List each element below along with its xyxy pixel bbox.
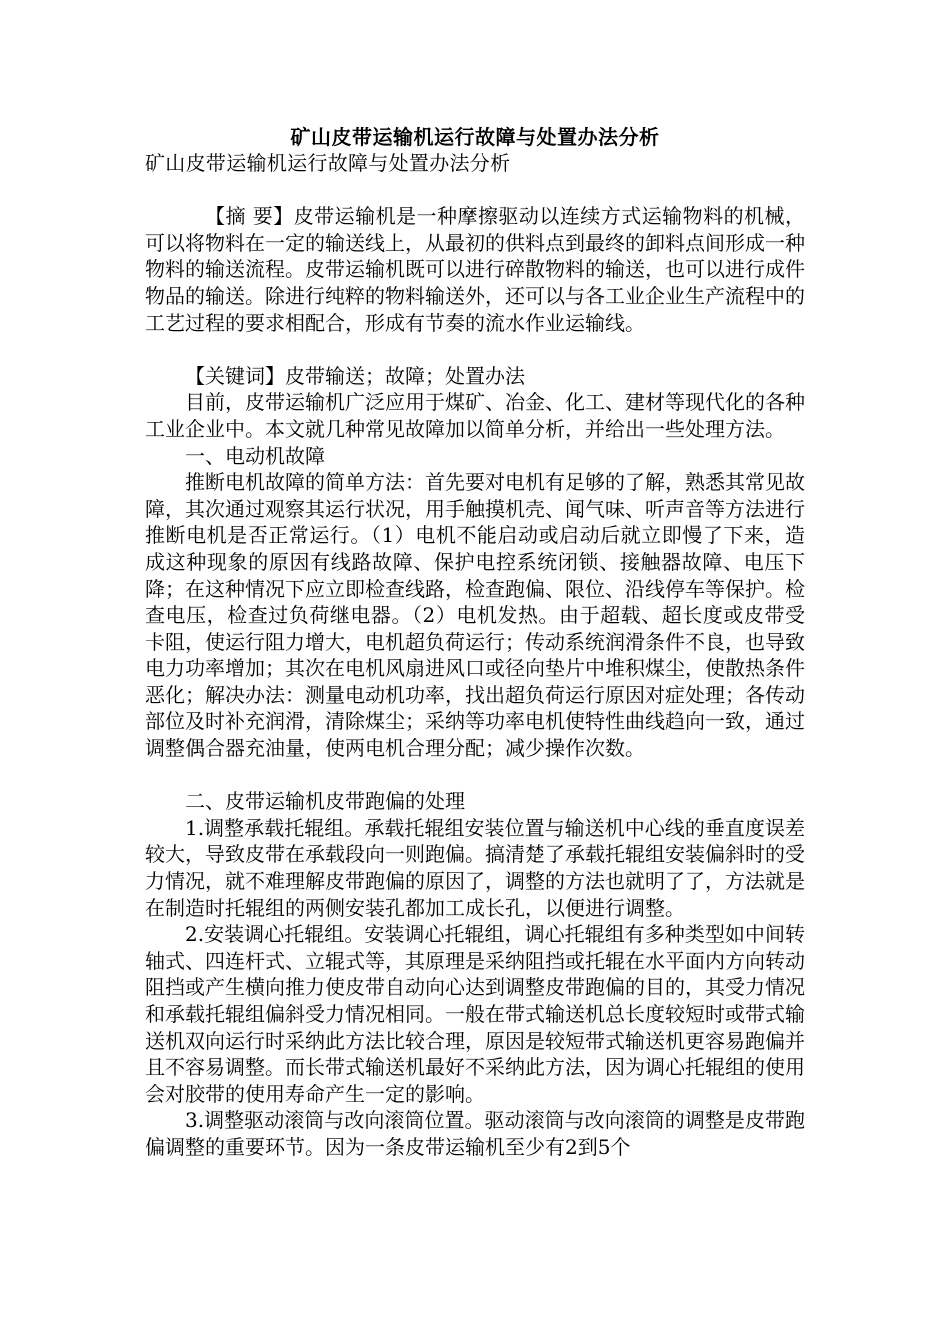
section2-item-1: 1.调整承载托辊组。承载托辊组安装位置与输送机中心线的垂直度误差较大，导致皮带在承载段向一则跑偏。搞清楚了承载托辊组安装偏斜时的受力情况，就不难理解皮带跑偏的原因了，调整的方法也就明了了，方法就是在制造时托辊组的两侧安装孔都加工成长孔，以便进行调整。 xyxy=(145,815,805,920)
blank-line xyxy=(145,177,805,204)
intro-paragraph: 目前，皮带运输机广泛应用于煤矿、冶金、化工、建材等现代化的各种工业企业中。本文就几种常见故障加以简单分析，并给出一些处理方法。 xyxy=(145,390,805,441)
section1-paragraph: 推断电机故障的简单方法：首先要对电机有足够的了解，熟悉其常见故障，其次通过观察其运行状况，用手触摸机壳、闻气味、听声音等方法进行推断电机是否正常运行。（1）电机不能启动或启动后就立即慢了下来，造成这种现象的原因有线路故障、保护电控系统闭锁、接触器故障、电压下降；在这种情况下应立即检查线路，检查跑偏、限位、沿线停车等保护。检查电压，检查过负荷继电器。（2）电机发热。由于超载、超长度或皮带受卡阻，使运行阻力增大，电机超负荷运行；传动系统润滑条件不良，也导致电力功率增加；其次在电机风扇进风口或径向垫片中堆积煤尘，使散热条件恶化；解决办法：测量电动机功率，找出超负荷运行原因对症处理；各传动部位及时补充润滑，清除煤尘；采纳等功率电机使特性曲线趋向一致，通过调整偶合器充油量，使两电机合理分配；减少操作次数。 xyxy=(145,470,805,761)
section-heading-1: 一、电动机故障 xyxy=(185,443,325,468)
keywords-paragraph: 【关键词】皮带输送；故障；处置办法 xyxy=(185,363,525,388)
document-body xyxy=(145,150,805,1161)
blank-line xyxy=(145,336,805,363)
abstract-paragraph: 【摘 要】皮带运输机是一种摩擦驱动以连续方式运输物料的机械，可以将物料在一定的输送线上，从最初的供料点到最终的卸料点间形成一种物料的输送流程。皮带运输机既可以进行碎散物料的输送，也可以进行成件物品的输送。除进行纯粹的物料输送外，还可以与各工业企业生产流程中的工艺过程的要求相配合，形成有节奏的流水作业运输线。 xyxy=(145,204,805,335)
blank-line xyxy=(145,762,805,789)
section2-item-3: 3.调整驱动滚筒与改向滚筒位置。驱动滚筒与改向滚筒的调整是皮带跑偏调整的重要环节。因为一条皮带运输机至少有2到5个 xyxy=(145,1108,805,1159)
document-title: 矿山皮带运输机运行故障与处置办法分析 xyxy=(290,125,660,149)
document-subtitle: 矿山皮带运输机运行故障与处置办法分析 xyxy=(145,151,511,175)
section2-item-2: 2.安装调心托辊组。安装调心托辊组，调心托辊组有多种类型如中间转轴式、四连杆式、立辊式等，其原理是采纳阻挡或托辊在水平面内方向转动阻挡或产生横向推力使皮带自动向心达到调整皮带跑偏的目的，其受力情况和承载托辊组偏斜受力情况相同。一般在带式输送机总长度较短时或带式输送机双向运行时采纳此方法比较合理，原因是较短带式输送机更容易跑偏并且不容易调整。而长带式输送机最好不采纳此方法，因为调心托辊组的使用会对胶带的使用寿命产生一定的影响。 xyxy=(145,922,805,1106)
section-heading-2: 二、皮带运输机皮带跑偏的处理 xyxy=(185,789,465,814)
